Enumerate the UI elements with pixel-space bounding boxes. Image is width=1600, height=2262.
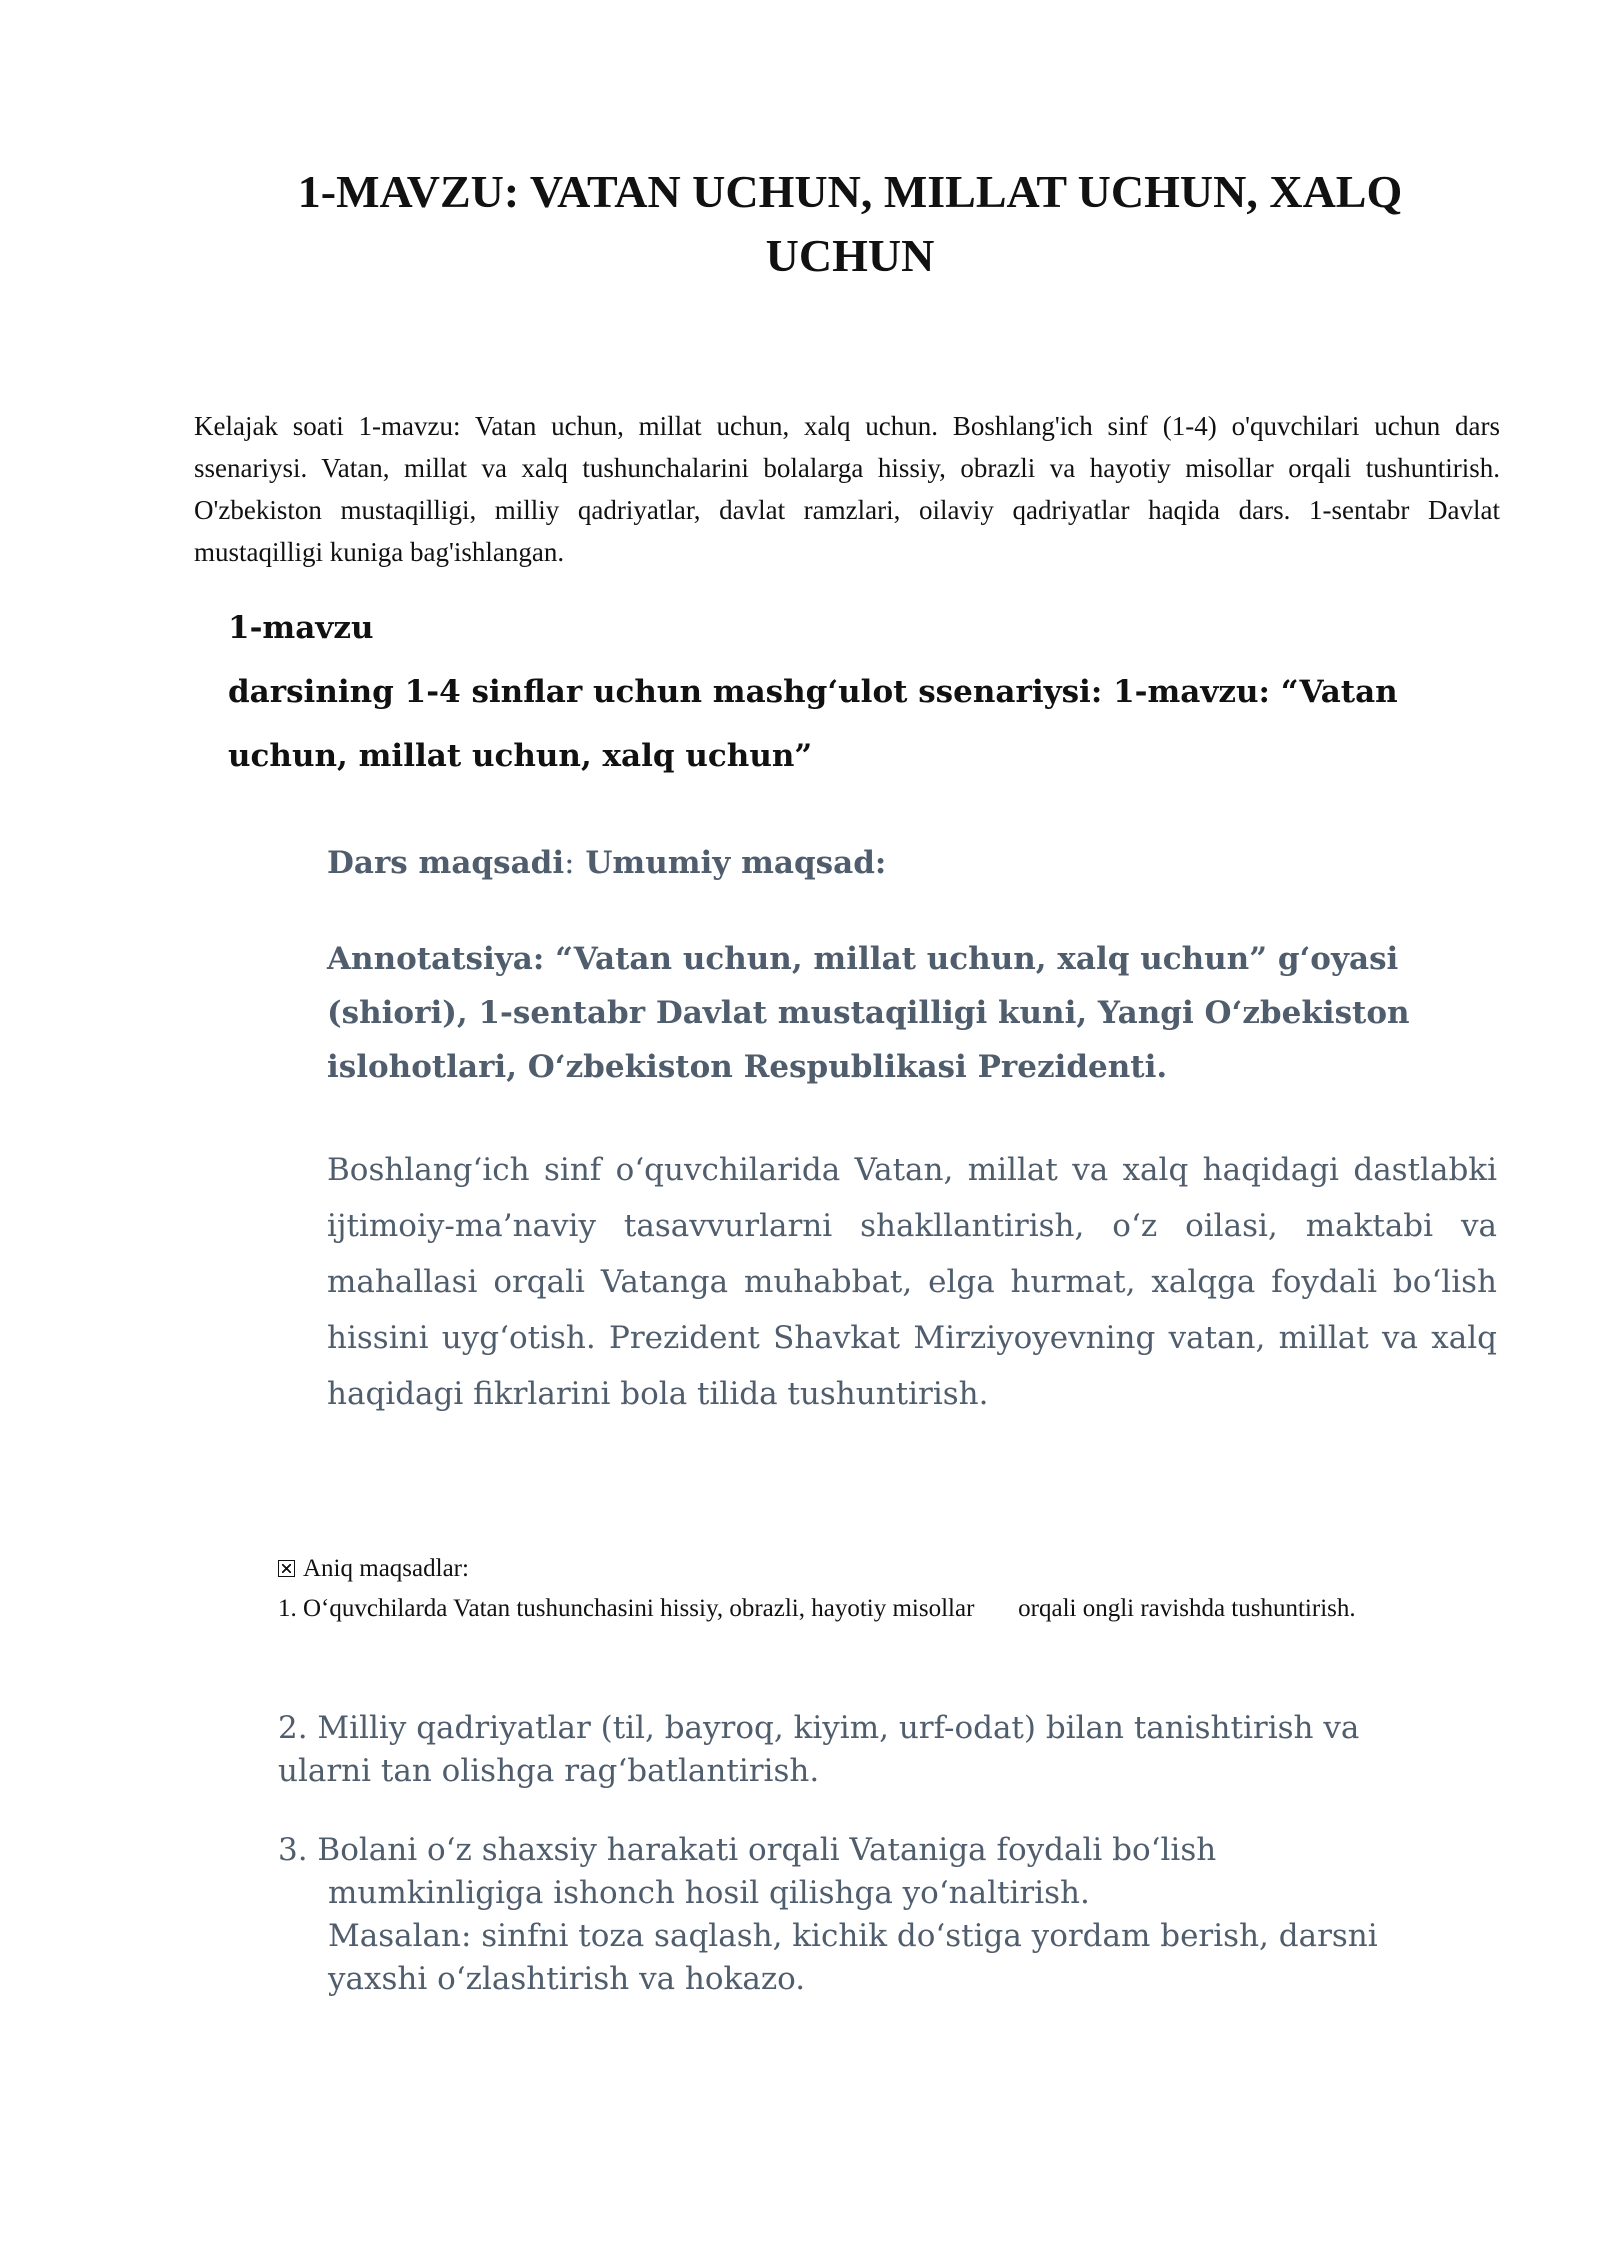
annotation: Annotatsiya: “Vatan uchun, millat uchun, xalq uchun” g‘oyasi (shiori), 1-sentabr Davlat mustaqilligi kuni, Yangi O‘zbekiston islohotlari, O‘zbekiston Respublikasi Prezidenti. xyxy=(327,941,1410,1085)
intro-paragraph: Kelajak soati 1-mavzu: Vatan uchun, millat uchun, xalq uchun. Boshlang'ich sinf (1-4) o'quvchilari uchun dars ssenariysi. Vatan, millat va xalq tushunchalarini bolalarga hissiy, obrazli va hayotiy misollar orqali tushuntirish. O'zbekiston mustaqilligi, milliy qadriyatlar, davlat ramzlari, oilaviy qadriyatlar haqida dars. 1-sentabr Davlat mustaqilligi kuniga bag'ishlangan. xyxy=(194,411,1500,567)
specific-goal-2: 2. Milliy qadriyatlar (til, bayroq, kiyim, urf-odat) bilan tanishtirish va ularni tan olishga rag‘batlantirish. xyxy=(278,1710,1360,1789)
lesson-goal-label: Dars maqsadi xyxy=(327,845,565,881)
specific-goal-1: 1. O‘quvchilarda Vatan tushunchasini hissiy, obrazli, hayotiy misollar orqali ongli ravishda tushuntirish. xyxy=(278,1595,1356,1622)
lesson-goal xyxy=(327,838,1497,888)
specific-goal-3 xyxy=(278,1829,1438,2001)
lesson-scenario-heading: darsining 1-4 sinflar uchun mashg‘ulot ssenariysi: 1-mavzu: “Vatan uchun, millat uchun, xalq uchun” xyxy=(228,674,1398,774)
checkbox-icon xyxy=(278,1560,295,1577)
specific-goal-3-line-1: 3. Bolani o‘z shaxsiy harakati orqali Vataniga foydali bo‘lish xyxy=(278,1832,1217,1868)
lesson-goal-colon: : xyxy=(564,845,575,881)
specific-goals-heading xyxy=(278,1549,1428,1589)
lesson-goal-value: Umumiy maqsad: xyxy=(574,845,887,881)
page-title-line-2: UCHUN xyxy=(765,230,935,281)
goal-description: Boshlang‘ich sinf o‘quvchilarida Vatan, millat va xalq haqidagi dastlabki ijtimoiy-ma’naviy tasavvurlarni shakllantirish, o‘z oilasi, maktabi va mahallasi orqali Vatanga muhabbat, elga hurmat, xalqga foydali bo‘lish hissini uyg‘otish. Prezident Shavkat Mirziyoyevning vatan, millat va xalq haqidagi fikrlarini bola tilida tushuntirish. xyxy=(327,1152,1497,1412)
specific-goals-heading-label: Aniq maqsadlar: xyxy=(303,1555,469,1582)
page-title-line-1: 1-MAVZU: VATAN UCHUN, MILLAT UCHUN, XALQ xyxy=(297,166,1403,217)
specific-goal-3-example-line-2: yaxshi o‘zlashtirish va hokazo. xyxy=(328,1961,806,1997)
lesson-number-heading: 1-mavzu xyxy=(228,610,374,646)
specific-goal-3-line-2: mumkinligiga ishonch hosil qilishga yo‘naltirish. xyxy=(328,1875,1090,1911)
specific-goal-3-example-line-1: Masalan: sinfni toza saqlash, kichik do‘stiga yordam berish, darsni xyxy=(328,1918,1378,1954)
page-title xyxy=(230,160,1470,288)
